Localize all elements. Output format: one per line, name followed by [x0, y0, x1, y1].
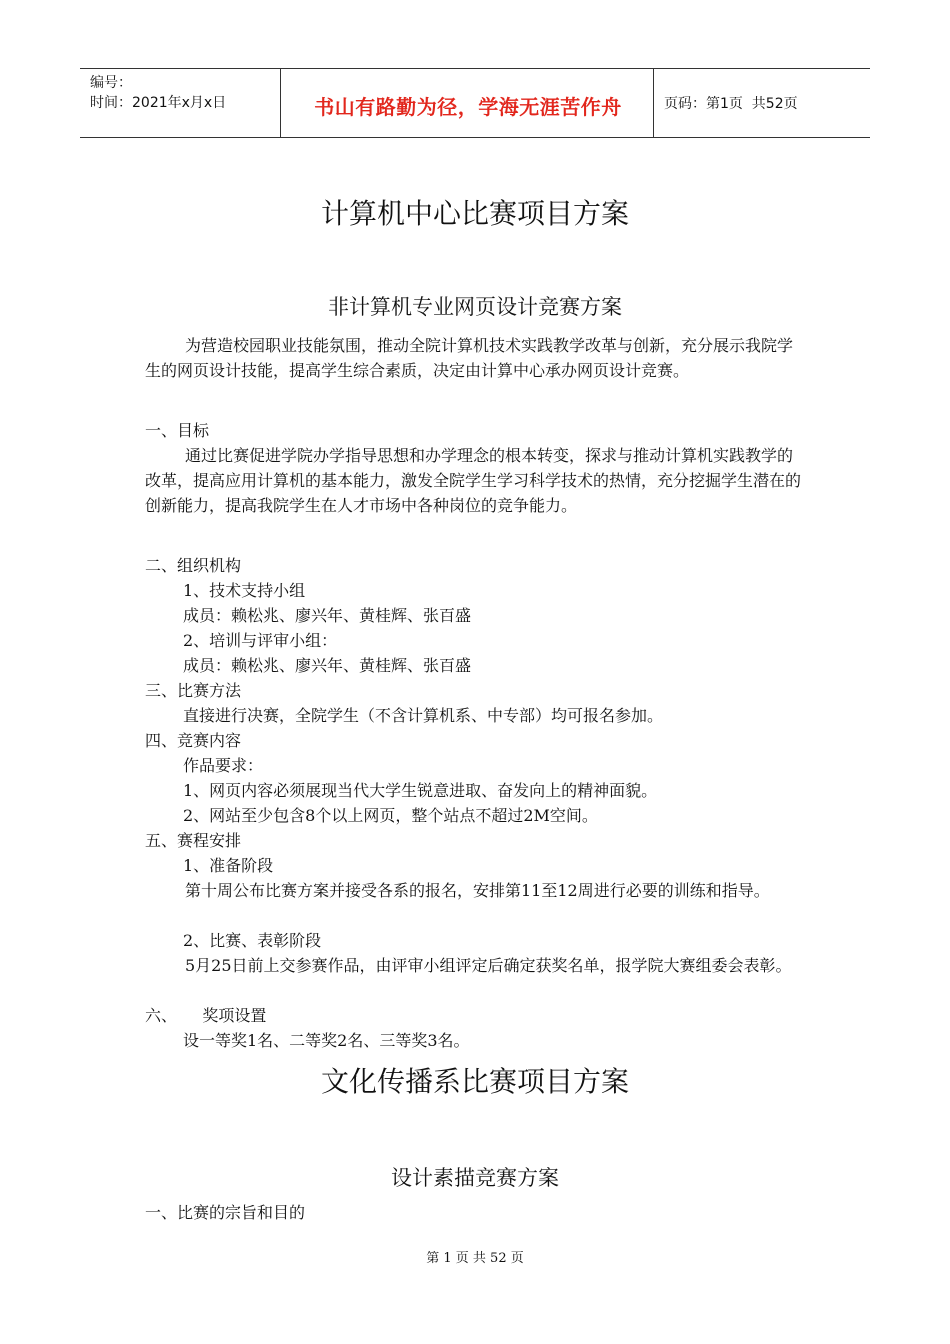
header-divider — [280, 69, 281, 137]
intro-paragraph: 为营造校园职业技能氛围，推动全院计算机技术实践教学改革与创新，充分展示我院学生的网页设计技能，提高学生综合素质，决定由计算中心承办网页设计竞赛。 — [145, 336, 794, 380]
org-heading: 二、组织机构 — [145, 556, 242, 575]
method-text: 直接进行决赛，全院学生（不含计算机系、中专部）均可报名参加。 — [183, 706, 664, 725]
schedule-paragraph: 5月25日前上交参赛作品，由评审小组评定后确定获奖名单，报学院大赛组委会表彰。 — [185, 956, 792, 975]
award-heading: 六、 奖项设置 — [145, 1006, 267, 1025]
method-heading: 三、比赛方法 — [145, 681, 242, 700]
award-text: 设一等奖1名、二等奖2名、三等奖3名。 — [183, 1031, 470, 1050]
serial-label: 编号： — [90, 75, 132, 91]
document-title: 计算机中心比赛项目方案 — [320, 197, 629, 230]
goal-paragraph: 通过比赛促进学院办学指导思想和办学理念的根本转变，探求与推动计算机实践教学的改革，提高应用计算机的基本能力，激发全院学生学习科学技术的热情，充分挖掘学生潜在的创新能力，提高我院学生在人才市场中各种岗位的竞争能力。 — [145, 446, 802, 515]
org-members: 成员：赖松兆、廖兴年、黄桂辉、张百盛 — [183, 656, 472, 675]
org-members: 成员：赖松兆、廖兴年、黄桂辉、张百盛 — [183, 606, 472, 625]
schedule-subheading: 2、比赛、表彰阶段 — [183, 931, 322, 950]
document-title-2: 文化传播系比赛项目方案 — [320, 1065, 629, 1098]
org-subheading: 2、培训与评审小组： — [183, 631, 338, 650]
schedule-paragraph: 第十周公布比赛方案并接受各系的报名，安排第11至12周进行必要的训练和指导。 — [185, 881, 770, 900]
header-motto: 书山有路勤为径，学海无涯苦作舟 — [314, 95, 622, 119]
content-item: 1、网页内容必须展现当代大学生锐意进取、奋发向上的精神面貌。 — [183, 781, 658, 800]
org-subheading: 1、技术支持小组 — [183, 581, 306, 600]
header-page-number: 页码：第1页 共52页 — [664, 96, 798, 112]
header-meta — [90, 73, 226, 113]
page-footer: 第 1 页 共 52 页 — [426, 1251, 524, 1266]
time-label: 时间：2021年x月x日 — [90, 95, 227, 111]
section-title-2: 设计素描竞赛方案 — [391, 1166, 559, 1190]
goal-heading: 一、目标 — [145, 421, 210, 440]
content-heading: 四、竞赛内容 — [145, 731, 242, 750]
schedule-heading: 五、赛程安排 — [145, 831, 242, 850]
schedule-subheading: 1、准备阶段 — [183, 856, 274, 875]
content-item: 2、网站至少包含8个以上网页，整个站点不超过2M空间。 — [183, 806, 598, 825]
content-requirements-label: 作品要求： — [183, 756, 264, 775]
page-header-table — [80, 68, 870, 138]
purpose-heading: 一、比赛的宗旨和目的 — [145, 1203, 306, 1222]
section-title: 非计算机专业网页设计竞赛方案 — [328, 295, 622, 319]
